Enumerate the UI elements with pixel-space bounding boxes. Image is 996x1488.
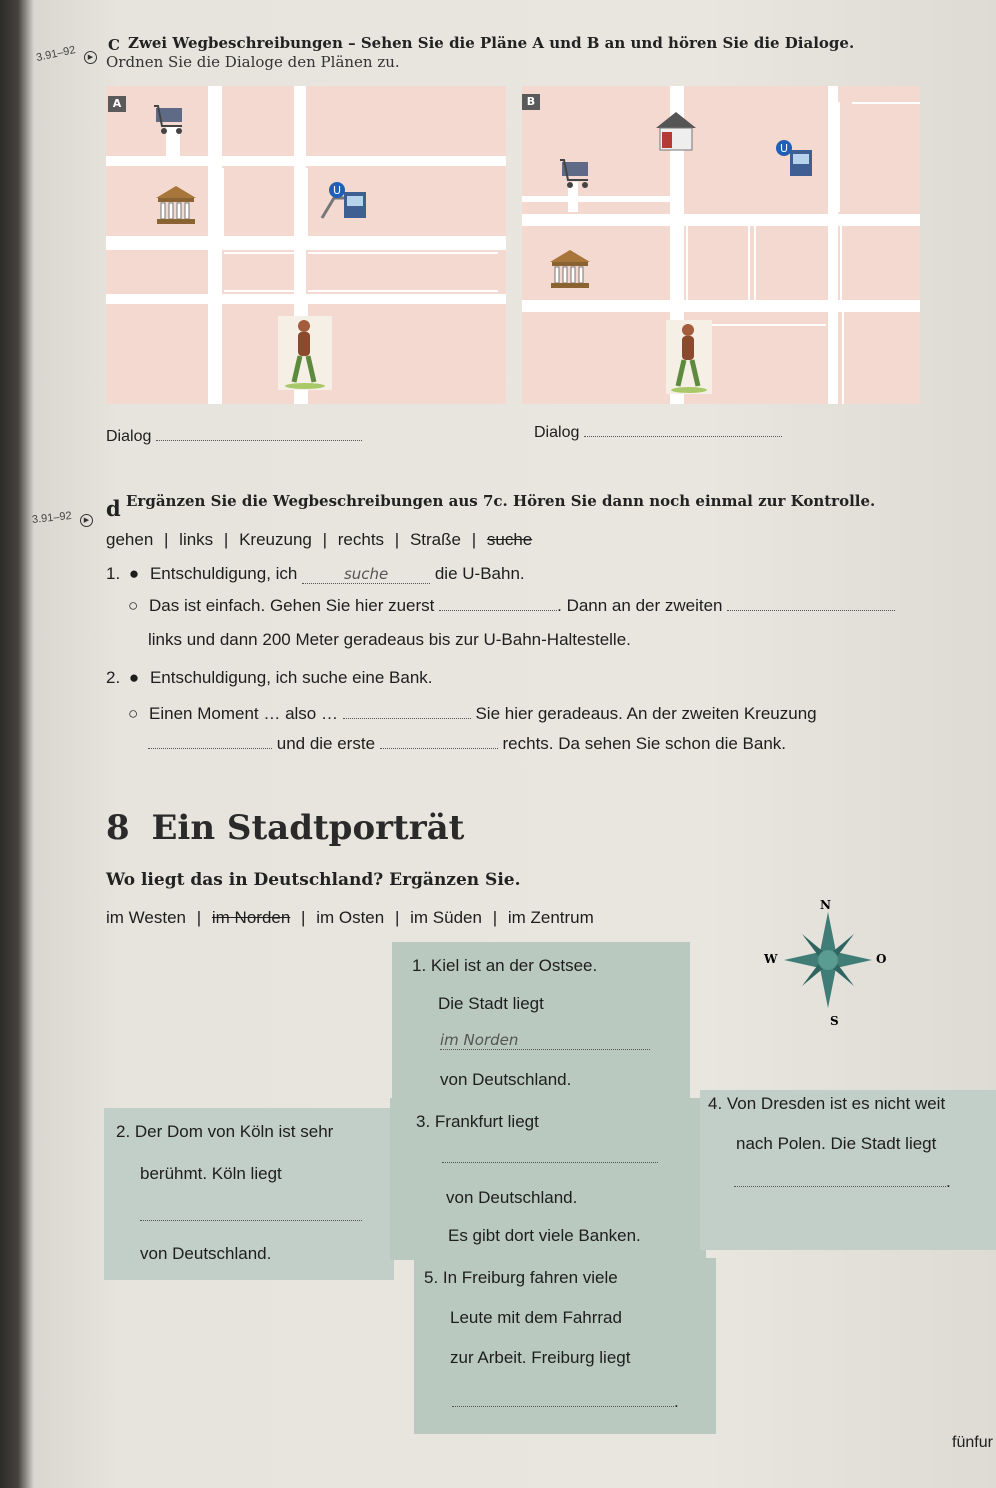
q3-answer-row [442, 1148, 658, 1167]
q4-line-2: nach Polen. Die Stadt liegt [736, 1134, 937, 1153]
q2-line-3: von Deutschland. [140, 1244, 272, 1263]
q5-line-2: Leute mit dem Fahrrad [450, 1308, 622, 1327]
shopping-cart-icon [152, 104, 190, 140]
shopping-cart-icon-b [558, 158, 596, 194]
q1-answer-blank[interactable]: im Norden [440, 1031, 650, 1050]
compass-w: W [764, 952, 778, 966]
dialog-a-blank[interactable] [156, 440, 362, 441]
map-b [522, 86, 920, 404]
speaker-bullet-filled: ● [128, 668, 140, 687]
option-item: im Westen [106, 908, 186, 927]
q1-answer-row [440, 1030, 650, 1050]
q2-line-1: 2. Der Dom von Köln ist sehr [116, 1122, 334, 1141]
q3-line-2: von Deutschland. [446, 1188, 578, 1207]
word-bank-item: gehen [106, 530, 154, 549]
speaker-bullet-open: ○ [128, 704, 139, 723]
page-number: fünfur [952, 1434, 993, 1451]
q1-line-2: Die Stadt liegt [438, 994, 544, 1013]
section-title [106, 808, 464, 848]
q2-answer-row [140, 1206, 362, 1225]
option-item: im Süden [410, 908, 482, 927]
q2-answer-blank[interactable] [140, 1206, 362, 1221]
compass-o: O [876, 952, 887, 966]
compass-n: N [820, 898, 831, 912]
q1-line-3: von Deutschland. [440, 1070, 572, 1089]
play-icon-d[interactable]: ▶ [80, 507, 93, 527]
answer-blank-6[interactable] [380, 748, 498, 749]
dialog-1-line-3: links und dann 200 Meter geradeaus bis zur U-Bahn-Haltestelle. [148, 630, 631, 649]
q2-line-2: berühmt. Köln liegt [140, 1164, 282, 1183]
dialog-1-line-1: 1. ● Entschuldigung, ich suche die U-Bahn. [106, 564, 525, 583]
task-c-instruction-2: Ordnen Sie die Dialoge den Plänen zu. [106, 53, 400, 71]
dialog-b-label: Dialog [534, 424, 580, 441]
walking-person-icon [278, 316, 332, 394]
dialog-b-row [534, 424, 782, 442]
dialog-a-row [106, 428, 362, 446]
answer-blank-4[interactable] [343, 718, 471, 719]
q3-answer-blank[interactable] [442, 1148, 658, 1163]
walking-person-icon-b [666, 320, 712, 398]
answer-blank-3[interactable] [727, 610, 895, 611]
track-number-c: 3.91–92 [35, 43, 77, 65]
play-icon-c[interactable]: ▶ [84, 44, 97, 64]
track-number-d: 3.91–92 [31, 509, 73, 527]
task-d-instruction: Ergänzen Sie die Wegbeschreibungen aus 7c. Hören Sie dann noch einmal zur Kontrolle. [126, 492, 876, 510]
map-a [106, 86, 506, 404]
word-bank-item: Straße [409, 530, 461, 549]
word-bank-item: Kreuzung [239, 530, 312, 549]
task-c-letter: C [108, 36, 120, 54]
svg-text:U: U [779, 142, 789, 155]
answer-blank-5[interactable] [148, 748, 272, 749]
word-bank-item-used: suche [486, 530, 533, 549]
u-bahn-station-icon [320, 180, 370, 224]
dialog-2-line-3: und die erste rechts. Da sehen Sie schon die Bank. [148, 734, 786, 754]
dialog-1-line-2: ○ Das ist einfach. Gehen Sie hier zuerst . Dann an der zweiten [128, 596, 895, 616]
dialog-b-blank[interactable] [584, 436, 782, 437]
q1-line-1: 1. Kiel ist an der Ostsee. [412, 956, 598, 975]
q4-line-1: 4. Von Dresden ist es nicht weit [708, 1094, 946, 1113]
option-item: im Zentrum [507, 908, 594, 927]
answer-blank-2[interactable] [439, 610, 557, 611]
bank-icon [154, 184, 198, 230]
section-subtitle: Wo liegt das in Deutschland? Ergänzen Sie. [106, 870, 521, 890]
svg-text:U: U [332, 184, 342, 197]
u-bahn-station-icon-b [770, 138, 816, 182]
direction-options: im Westen | im Norden | im Osten | im Süden | im Zentrum [106, 908, 594, 927]
map-a-label: A [108, 96, 126, 112]
task-d-letter: d [106, 496, 121, 521]
option-item-used: im Norden [211, 908, 291, 927]
dialog-2-line-2: ○ Einen Moment … also … Sie hier geradeaus. An der zweiten Kreuzung [128, 704, 817, 723]
section-heading: Ein Stadtporträt [151, 808, 465, 848]
q4-answer-row: . [734, 1172, 951, 1192]
q3-line-1: 3. Frankfurt liegt [416, 1112, 539, 1131]
word-bank-item: rechts [337, 530, 385, 549]
compass-s: S [830, 1014, 839, 1028]
task-c-instruction-1: Zwei Wegbeschreibungen – Sehen Sie die Pläne A und B an und hören Sie die Dialoge. [128, 34, 855, 52]
option-item: im Osten [316, 908, 385, 927]
word-bank-item: links [179, 530, 214, 549]
house-icon [654, 110, 698, 158]
dialog-2-line-1: 2. ● Entschuldigung, ich suche eine Bank. [106, 668, 433, 687]
q4-answer-blank[interactable] [734, 1172, 946, 1187]
dialog-a-label: Dialog [106, 428, 152, 445]
bank-icon-b [548, 248, 592, 294]
compass-rose [760, 896, 890, 1036]
speaker-bullet-filled: ● [128, 564, 140, 583]
map-b-label: B [522, 94, 540, 110]
section-number: 8 [106, 808, 130, 848]
box-4-bg [700, 1090, 996, 1250]
answer-blank-1[interactable]: suche [302, 565, 430, 584]
speaker-bullet-open: ○ [128, 596, 139, 615]
q5-answer-blank[interactable] [452, 1392, 674, 1407]
q5-answer-row: . [452, 1392, 679, 1412]
q3-line-3: Es gibt dort viele Banken. [448, 1226, 641, 1245]
q5-line-3: zur Arbeit. Freiburg liegt [450, 1348, 631, 1367]
q5-line-1: 5. In Freiburg fahren viele [424, 1268, 618, 1287]
word-bank: gehen | links | Kreuzung | rechts | Straße | suche [106, 530, 533, 549]
